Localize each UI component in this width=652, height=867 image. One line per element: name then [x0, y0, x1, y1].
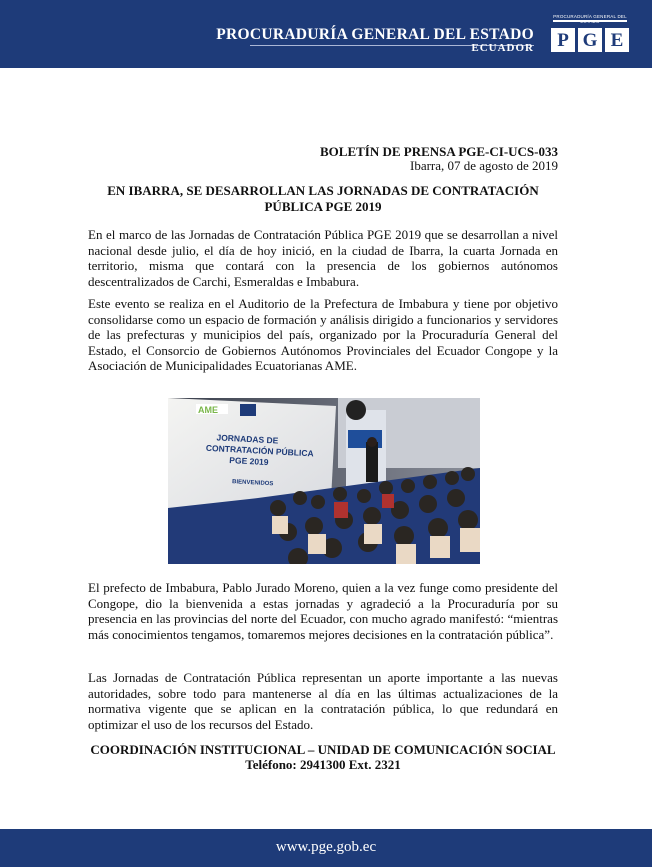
signature-phone: Teléfono: 2941300 Ext. 2321 — [245, 757, 401, 772]
paragraph-2: Este evento se realiza en el Auditorio de la Prefectura de Imbabura y tiene por objetivo consolidarse como un espacio de formación y análisis dirigido a funcionarios y servidores de las prefecturas y municipios del país, organizado por la Procuraduría General del Estado, el Consorcio de Gobiernos Autónomos Provinciales del Ecuador Congope y la Asociación de Municipalidades Ecuatorianas AME. — [88, 296, 558, 374]
footer-bar — [0, 829, 652, 867]
signature-unit: COORDINACIÓN INSTITUCIONAL – UNIDAD DE COMUNICACIÓN SOCIAL — [90, 742, 556, 757]
bulletin-title: EN IBARRA, SE DESARROLLAN LAS JORNADAS DE CONTRATACIÓN PÚBLICA PGE 2019 — [107, 183, 539, 214]
logo-letter-g: G — [578, 28, 602, 52]
bulletin-place-date: Ibarra, 07 de agosto de 2019 — [409, 158, 558, 173]
screen-subtitle: BIENVENIDOS — [231, 479, 274, 488]
logo-letters — [551, 28, 629, 52]
pge-logo — [549, 14, 631, 60]
paragraph-4: Las Jornadas de Contratación Pública representan un aporte importante a las nuevas autoridades, sobre todo para mantenerse al día en las últimas actualizaciones de la normativa vigente que se aplican en la contratación pública, lo que redundará en optimizar el uso de los recursos del Estado. — [88, 670, 558, 732]
logo-caption: PROCURADURÍA GENERAL DEL ESTADO — [553, 14, 627, 24]
organization-name: PROCURADURÍA GENERAL DEL ESTADO — [216, 26, 534, 43]
logo-letter-p: P — [551, 28, 575, 52]
screen-logo: AME — [198, 405, 218, 415]
bulletin-code: BOLETÍN DE PRENSA PGE-CI-UCS-033 — [319, 144, 558, 159]
footer-url[interactable]: www.pge.gob.ec — [275, 839, 377, 855]
auditorium-illustration — [168, 398, 480, 564]
logo-letter-e: E — [605, 28, 629, 52]
header-bar — [0, 0, 652, 68]
paragraph-3: El prefecto de Imbabura, Pablo Jurado Moreno, quien a la vez funge como presidente del Congope, dio la bienvenida a estas jornadas y agradeció a la Procuraduría por su presencia en las provincias del norte del Ecuador, con mucho agrado manifestó: “mientras más conocimientos tengamos, tomaremos mejores decisiones en la contratación pública”. — [88, 580, 558, 642]
paragraph-1: En el marco de las Jornadas de Contratación Pública PGE 2019 que se desarrollan a nivel nacional desde julio, el día de hoy inició, en la ciudad de Ibarra, la cuarta Jornada en territorio, misma que contará con la presencia de los gobiernos autónomos descentralizados de Carchi, Esmeraldas e Imbabura. — [88, 227, 558, 289]
logo-pediment — [553, 20, 627, 28]
country-name: ECUADOR — [471, 42, 534, 54]
event-photo — [168, 398, 480, 564]
screen-title: JORNADAS DE CONTRATACIÓN PÚBLICA PGE 2019 — [205, 432, 314, 468]
